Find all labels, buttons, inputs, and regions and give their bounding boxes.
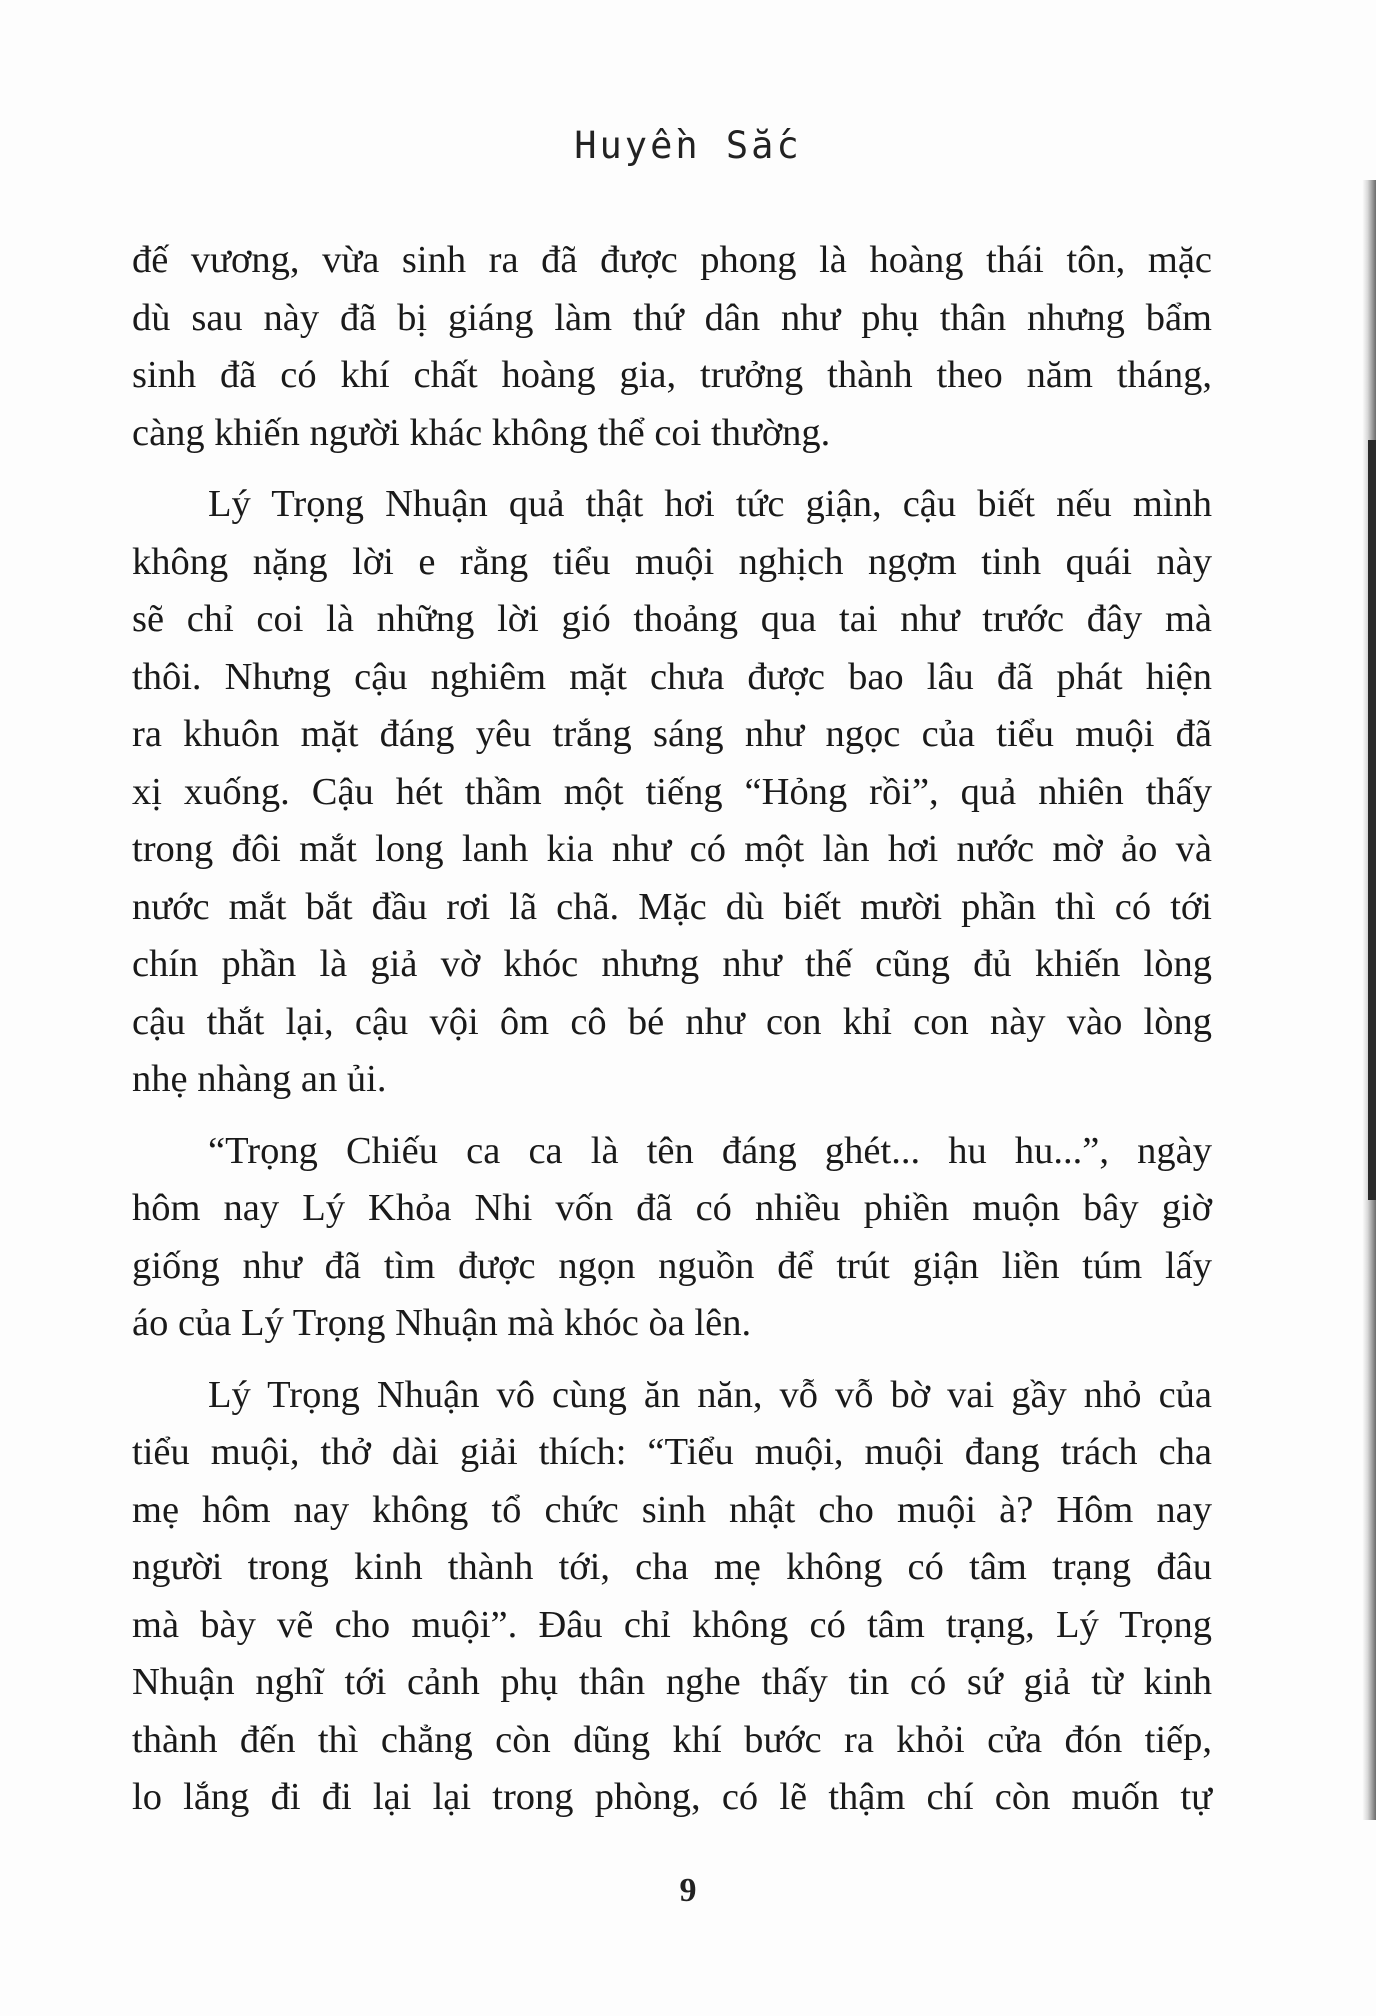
text-line: nhẹ nhàng an ủi. — [132, 1058, 387, 1100]
text-line: “Trọng Chiếu ca ca là tên đáng ghét... hu hu...”, ngày — [208, 1129, 1212, 1172]
page-number: 9 — [679, 1872, 697, 1909]
body-text — [132, 232, 1212, 1841]
paragraph — [132, 232, 1212, 462]
text-line: chín phần là giả vờ khóc nhưng như thế cũng đủ khiến lòng — [132, 943, 1212, 985]
text-line: lo lắng đi đi lại lại trong phòng, có lẽ thậm chí còn muốn tự — [132, 1776, 1212, 1818]
paragraph — [132, 1367, 1212, 1827]
text-line: áo của Lý Trọng Nhuận mà khóc òa lên. — [132, 1302, 752, 1344]
page-edge-dark — [1368, 440, 1376, 1200]
text-line: cậu thắt lại, cậu vội ôm cô bé như con khỉ con này vào lòng — [132, 1000, 1212, 1043]
text-line: mà bày vẽ cho muội”. Đâu chỉ không có tâm trạng, Lý Trọng — [132, 1603, 1212, 1646]
text-line: mẹ hôm nay không tổ chức sinh nhật cho muội à? Hôm nay — [132, 1488, 1212, 1531]
text-line: nước mắt bắt đầu rơi lã chã. Mặc dù biết mười phần thì có tới — [132, 885, 1212, 928]
text-line: xị xuống. Cậu hét thầm một tiếng “Hỏng rồi”, quả nhiên thấy — [132, 770, 1212, 813]
text-line: dù sau này đã bị giáng làm thứ dân như phụ thân nhưng bẩm — [132, 296, 1212, 339]
running-header: Huyền Sắc — [574, 124, 802, 167]
text-line: tiểu muội, thở dài giải thích: “Tiểu muội, muội đang trách cha — [132, 1431, 1212, 1473]
text-line: càng khiến người khác không thể coi thường. — [132, 411, 831, 454]
text-line: đế vương, vừa sinh ra đã được phong là hoàng thái tôn, mặc — [132, 239, 1212, 281]
text-line: thôi. Nhưng cậu nghiêm mặt chưa được bao lâu đã phát hiện — [132, 655, 1212, 698]
text-line: ra khuôn mặt đáng yêu trắng sáng như ngọc của tiểu muội đã — [132, 713, 1212, 755]
text-line: Lý Trọng Nhuận quả thật hơi tức giận, cậu biết nếu mình — [208, 483, 1212, 525]
text-line: người trong kinh thành tới, cha mẹ không có tâm trạng đâu — [132, 1546, 1212, 1588]
text-line: thành đến thì chẳng còn dũng khí bước ra khỏi cửa đón tiếp, — [132, 1718, 1212, 1761]
paragraph — [132, 476, 1212, 1109]
text-line: trong đôi mắt long lanh kia như có một làn hơi nước mờ ảo và — [132, 828, 1212, 870]
text-line: Lý Trọng Nhuận vô cùng ăn năn, vỗ vỗ bờ vai gầy nhỏ của — [208, 1373, 1212, 1416]
text-line: sẽ chỉ coi là những lời gió thoảng qua tai như trước đây mà — [132, 598, 1212, 640]
text-line: sinh đã có khí chất hoàng gia, trưởng thành theo năm tháng, — [132, 354, 1212, 396]
text-line: không nặng lời e rằng tiểu muội nghịch ngợm tinh quái này — [132, 540, 1212, 583]
text-line: hôm nay Lý Khỏa Nhi vốn đã có nhiều phiền muộn bây giờ — [132, 1187, 1212, 1229]
text-line: giống như đã tìm được ngọn nguồn để trút giận liền túm lấy — [132, 1244, 1212, 1287]
text-line: Nhuận nghĩ tới cảnh phụ thân nghe thấy tin có sứ giả từ kinh — [132, 1661, 1212, 1703]
paragraph — [132, 1123, 1212, 1353]
